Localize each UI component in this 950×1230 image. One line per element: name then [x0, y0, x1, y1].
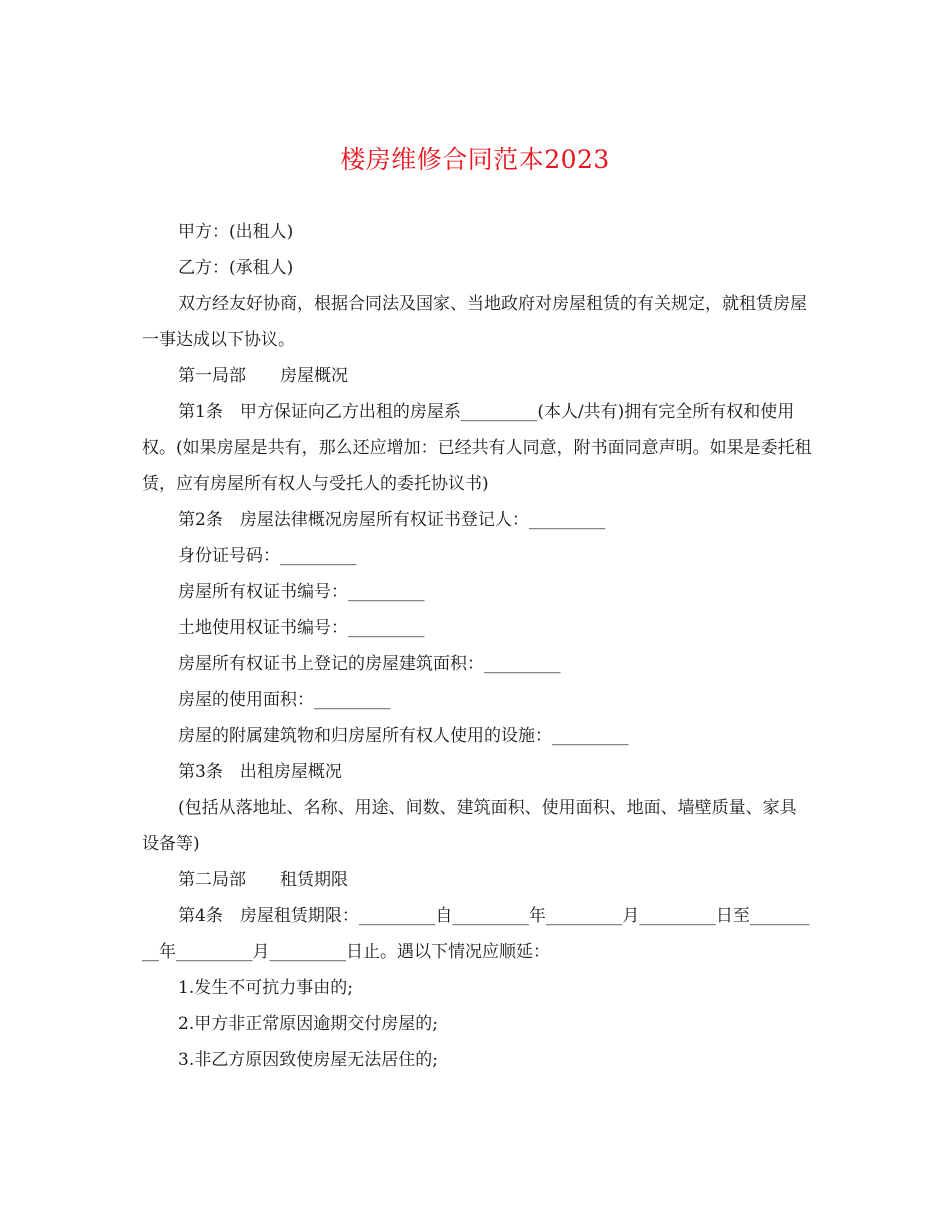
party-b-line: 乙方：(承租人) — [178, 258, 294, 278]
article-3-heading: 第3条 出租房屋概况 — [178, 762, 342, 782]
article-1-paragraph: 第1条 甲方保证向乙方出租的房屋系_________(本人/共有)拥有完全所有权和使用权。(如果房屋是共有，那么还应增加：已经共有人同意，附书面同意声明。如果是委托租赁，应有房屋所有权人与受托人的委托协议书) — [142, 402, 812, 494]
ownership-cert-line: 房屋所有权证书编号：_________ — [178, 582, 425, 602]
building-area-line: 房屋所有权证书上登记的房屋建筑面积：_________ — [178, 654, 561, 674]
usable-area-line: 房屋的使用面积：_________ — [178, 690, 391, 710]
document-body — [142, 214, 812, 1078]
document-title: 楼房维修合同范本2023 — [340, 145, 610, 174]
section-heading-2: 第二局部 租赁期限 — [178, 870, 348, 890]
land-cert-line: 土地使用权证书编号：_________ — [178, 618, 425, 638]
preamble-paragraph: 双方经友好协商，根据合同法及国家、当地政府对房屋租赁的有关规定，就租赁房屋一事达成以下协议。 — [142, 294, 807, 350]
list-item: 1.发生不可抗力事由的; — [178, 978, 353, 998]
section-heading-1: 第一局部 房屋概况 — [178, 366, 348, 386]
facilities-line: 房屋的附属建筑物和归房屋所有权人使用的设施：_________ — [178, 726, 629, 746]
article-4-paragraph: 第4条 房屋租赁期限：_________自_________年_________月_________日至_________年_________月_________日止。遇以下情况应顺延： — [142, 906, 810, 962]
party-a-line: 甲方：(出租人) — [178, 222, 294, 242]
id-number-line: 身份证号码：_________ — [178, 546, 357, 566]
list-item: 3.非乙方原因致使房屋无法居住的; — [178, 1050, 438, 1070]
list-item: 2.甲方非正常原因逾期交付房屋的; — [178, 1014, 438, 1034]
article-2-paragraph: 第2条 房屋法律概况房屋所有权证书登记人：_________ — [178, 510, 606, 530]
article-3-paragraph: (包括从落地址、名称、用途、间数、建筑面积、使用面积、地面、墙壁质量、家具设备等) — [142, 798, 797, 854]
